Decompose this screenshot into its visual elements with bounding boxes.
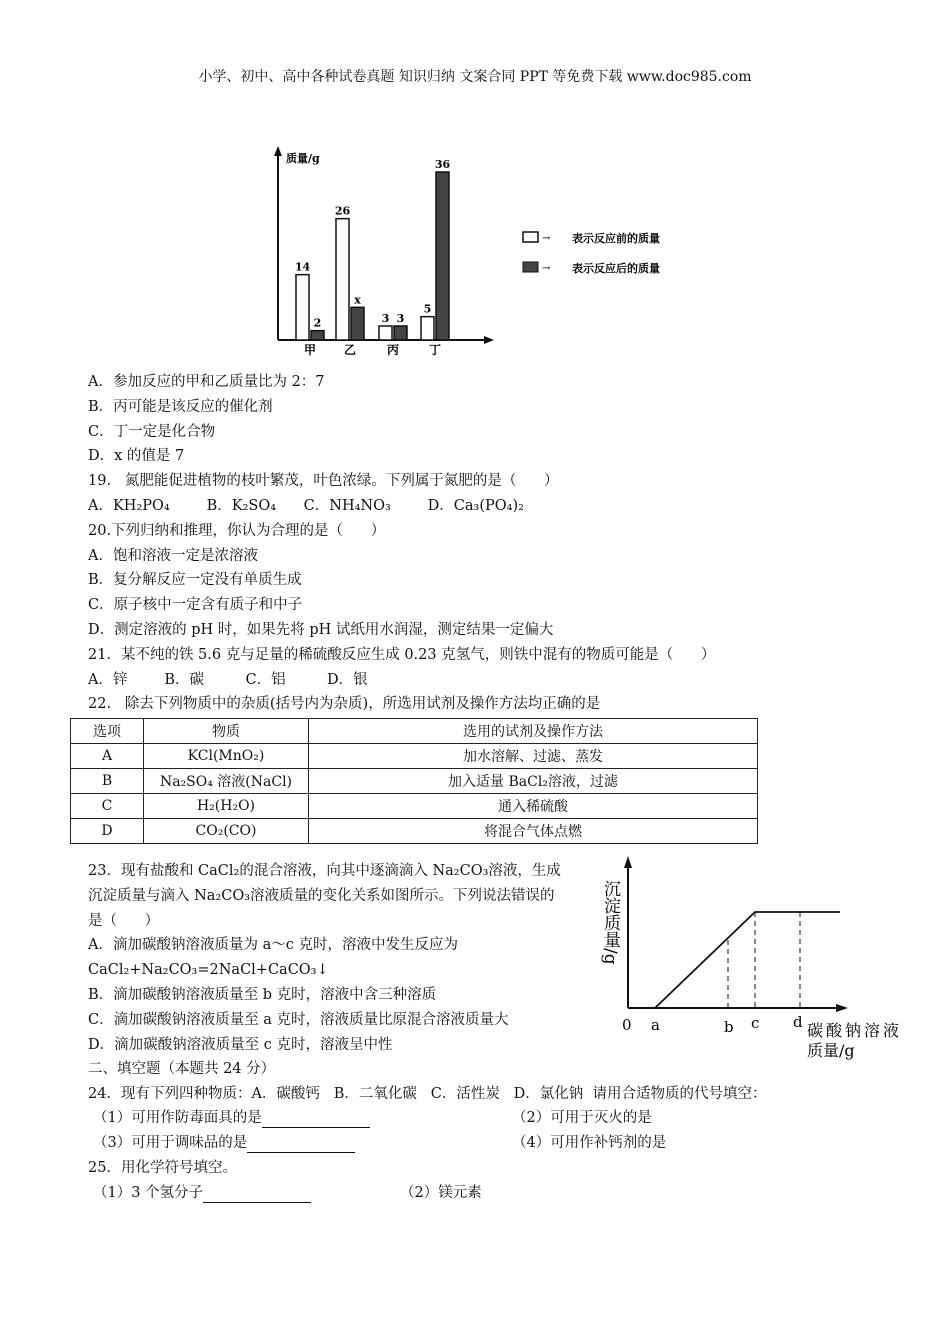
x-axis-label-1: 碳酸钠溶液 — [807, 1021, 899, 1040]
category-label: 丁 — [428, 343, 442, 357]
category-label: 甲 — [303, 343, 317, 357]
bar-label: 5 — [423, 302, 432, 316]
tick-b: b — [724, 1018, 734, 1036]
table-row: D CO₂(CO) 将混合气体点燃 — [71, 819, 758, 844]
text-line: D．测定溶液的 pH 时，如果先将 pH 试纸用水润湿，测定结果一定偏大 — [88, 622, 554, 638]
bar-after — [311, 331, 324, 340]
text-line: C．原子核中一定含有质子和中子 — [88, 597, 303, 614]
text-line: CaCl₂+Na₂CO₃=2NaCl+CaCO₃↓ — [88, 962, 329, 979]
text-line: D．滴加碳酸钠溶液质量至 c 克时，溶液呈中性 — [88, 1036, 393, 1053]
y-axis-label: 质量/g — [286, 152, 320, 165]
bar-before — [421, 317, 434, 340]
text-line — [93, 1183, 311, 1203]
bar-after — [436, 172, 449, 340]
tick-a: a — [651, 1016, 660, 1034]
bar-label: x — [354, 293, 361, 307]
text-line: B．滴加碳酸钠溶液质量至 b 克时，溶液中含三种溶质 — [88, 987, 437, 1003]
item-text: 25．用化学符号填空。 — [88, 1160, 237, 1176]
item-text: （1）3 个氢分子 — [93, 1185, 204, 1201]
text-line: B．丙可能是该反应的催化剂 — [88, 398, 273, 415]
bar-after — [351, 307, 364, 340]
text-line: 19. 氮肥能促进植物的枝叶繁茂，叶色浓绿。下列属于氮肥的是（ ） — [88, 473, 559, 490]
text-line: A．锌 B．碳 C．铝 D．银 — [88, 671, 368, 688]
text-line: 21．某不纯的铁 5.6 克与足量的稀硫酸反应生成 0.23 克氢气，则铁中混有的物质可能是（ ） — [88, 646, 716, 663]
category-label: 丙 — [386, 343, 400, 357]
text-line: A．滴加碳酸钠溶液质量为 a～c 克时，溶液中发生反应为 — [88, 937, 458, 954]
item-text: （3）可用于调味品的是 — [93, 1135, 248, 1151]
mass-bar-chart — [260, 140, 700, 360]
text-line — [512, 1133, 666, 1153]
th-substance: 物质 — [144, 719, 309, 744]
x-axis-arrow — [484, 336, 494, 344]
bar-before — [296, 275, 309, 340]
text-line: A．饱和溶液一定是浓溶液 — [88, 547, 258, 564]
bar-label: 3 — [381, 312, 390, 325]
bar-label: 14 — [294, 260, 311, 274]
text-line: B．复分解反应一定没有单质生成 — [88, 572, 302, 589]
text-line: A．KH₂PO₄ B．K₂SO₄ C．NH₄NO₃ D．Ca₃(PO₄)₂ — [88, 498, 524, 514]
tick-c: c — [751, 1014, 760, 1032]
bar-before — [336, 219, 349, 340]
text-line: D．x 的值是 7 — [88, 448, 185, 465]
legend-swatch-before — [523, 232, 538, 242]
text-line — [88, 1158, 237, 1178]
y-axis-label: 沉淀质量/g — [600, 880, 620, 965]
text-line: 20.下列归纳和推理，你认为合理的是（ ） — [88, 522, 386, 539]
text-line: 二、填空题（本题共 24 分） — [88, 1061, 276, 1077]
table-row: C H₂(H₂O) 通入稀硫酸 — [71, 794, 758, 819]
y-axis-arrow — [274, 146, 282, 156]
tick-d: d — [793, 1013, 803, 1031]
svg-text:→: → — [542, 263, 551, 274]
legend-swatch-after — [523, 262, 538, 272]
text-line: 是（ ） — [88, 912, 160, 929]
precipitate-line-chart — [600, 850, 910, 1065]
text-line: C．丁一定是化合物 — [88, 423, 216, 440]
item-text: （1）可用作防毒面具的是 — [93, 1110, 262, 1126]
tick-0: 0 — [622, 1016, 632, 1034]
answer-blank[interactable] — [247, 1136, 355, 1153]
bar-after — [394, 326, 407, 340]
text-line: 23．现有盐酸和 CaCl₂的混合溶液，向其中逐滴滴入 Na₂CO₃溶液，生成 — [88, 863, 561, 879]
text-line — [93, 1108, 370, 1128]
bar-label: 3 — [396, 312, 405, 325]
x-axis-label-2: 质量/g — [807, 1041, 855, 1060]
precipitate-curve — [655, 912, 840, 1008]
text-line — [93, 1133, 355, 1153]
text-line: 22. 除去下列物质中的杂质(括号内为杂质)，所选用试剂及操作方法均正确的是 — [88, 696, 601, 713]
bar-label: 2 — [313, 316, 322, 330]
text-line: 沉淀质量与滴入 Na₂CO₃溶液质量的变化关系如图所示。下列说法错误的 — [88, 887, 555, 904]
item-text: （2）镁元素 — [400, 1185, 482, 1201]
text-line: 24．现有下列四种物质：A．碳酸钙 B．二氧化碳 C．活性炭 D．氯化钠 请用合适物质的代号填空： — [88, 1086, 767, 1102]
bar-before — [379, 326, 392, 340]
text-line: C．滴加碳酸钠溶液质量至 a 克时，溶液质量比原混合溶液质量大 — [88, 1011, 509, 1028]
table-row: A KCl(MnO₂) 加水溶解、过滤、蒸发 — [71, 744, 758, 769]
text-line — [512, 1108, 652, 1128]
svg-text:→: → — [542, 233, 551, 244]
bar-label: 36 — [434, 158, 451, 171]
item-text: （2）可用于灭火的是 — [512, 1110, 652, 1126]
bar-label: 26 — [334, 204, 351, 218]
answer-blank[interactable] — [262, 1111, 370, 1128]
text-line: A．参加反应的甲和乙质量比为 2：7 — [88, 374, 325, 390]
impurity-table — [70, 718, 758, 844]
page-header: 小学、初中、高中各种试卷真题 知识归纳 文案合同 PPT 等免费下载 www.doc985.com — [198, 69, 752, 85]
text-line — [400, 1183, 482, 1203]
th-option: 选项 — [71, 719, 144, 744]
th-method: 选用的试剂及操作方法 — [309, 719, 758, 744]
legend-after: 表示反应后的质量 — [572, 262, 660, 275]
item-text: （4）可用作补钙剂的是 — [512, 1135, 667, 1151]
category-label: 乙 — [343, 343, 357, 357]
table-row: B Na₂SO₄ 溶液(NaCl) 加入适量 BaCl₂溶液，过滤 — [71, 769, 758, 794]
answer-blank[interactable] — [203, 1186, 311, 1203]
legend-before: 表示反应前的质量 — [572, 232, 660, 245]
